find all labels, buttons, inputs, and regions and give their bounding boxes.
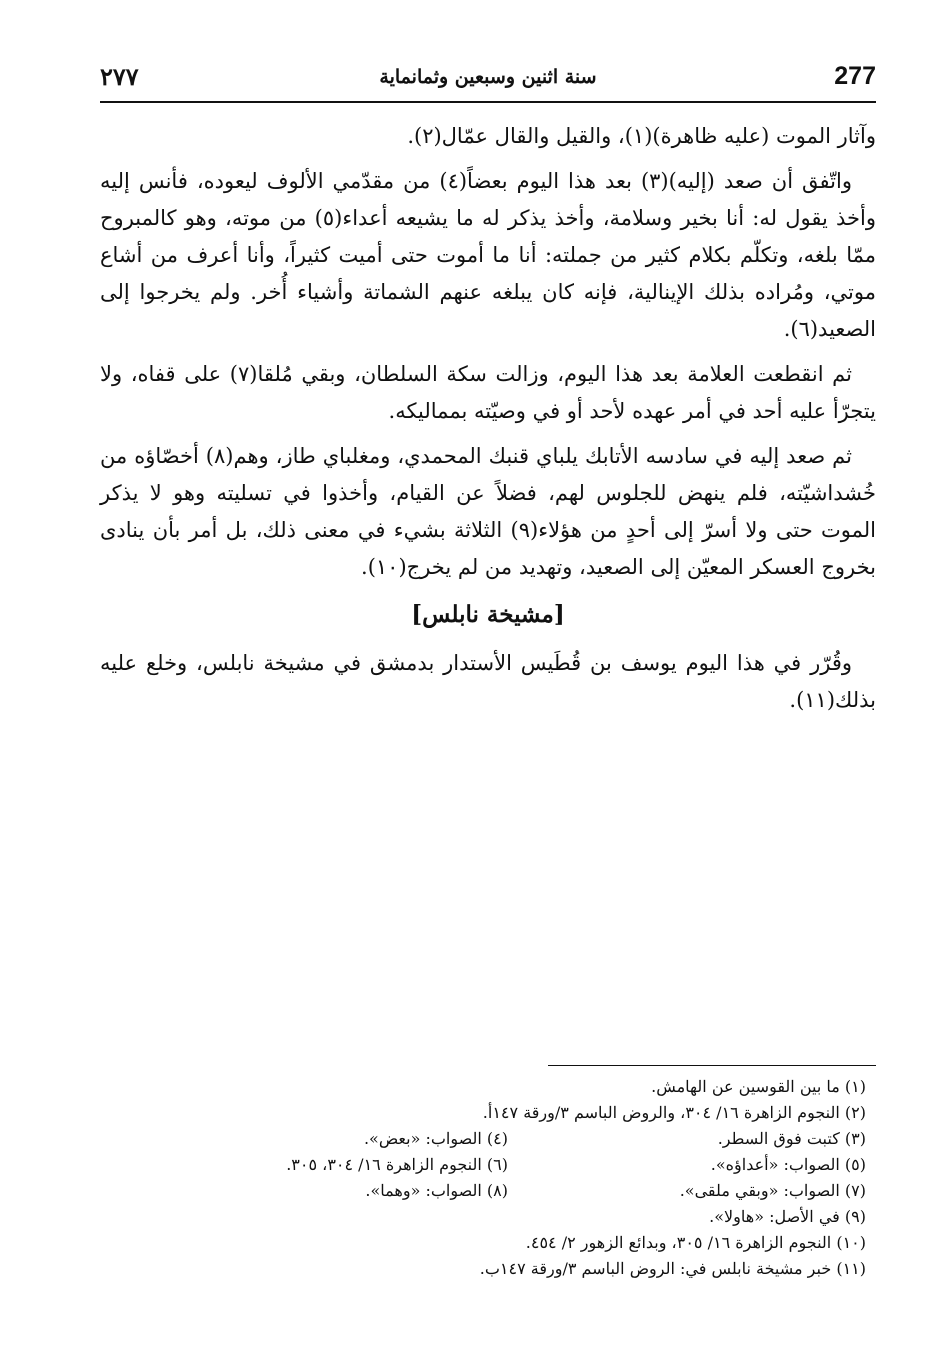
page-number-latin: 277 bbox=[834, 62, 876, 90]
paragraph: ثم انقطعت العلامة بعد هذا اليوم، وزالت سكة السلطان، وبقي مُلقا(٧) على قفاه، ولا يتجرّأ عليه أحد في أمر عهده لأحد أو في وصيّته بمماليكه. bbox=[100, 362, 876, 423]
footnote: (١) ما بين القوسين عن الهامش. bbox=[651, 1077, 866, 1096]
footnote: (٩) في الأصل: «هاولا». bbox=[709, 1207, 866, 1226]
footnote: (١٠) النجوم الزاهرة ١٦/ ٣٠٥، وبدائع الزهور ٢/ ٤٥٤. bbox=[525, 1233, 866, 1252]
footnotes bbox=[150, 1074, 866, 1282]
page-header bbox=[100, 62, 876, 102]
footnote: (٧) الصواب: «وبقي ملقى». bbox=[679, 1181, 866, 1200]
footnote: (٣) كتبت فوق السطر. bbox=[717, 1129, 866, 1148]
footnote: (٤) الصواب: «بعض». bbox=[363, 1129, 508, 1148]
running-title: سنة اثنين وسبعين وثمانماية bbox=[379, 66, 597, 88]
page-number-arabic: ٢٧٧ bbox=[100, 62, 139, 91]
footnote: (٨) الصواب: «وهما». bbox=[365, 1181, 508, 1200]
footnote: (٦) النجوم الزاهرة ١٦/ ٣٠٤، ٣٠٥. bbox=[286, 1155, 508, 1174]
paragraph: وقُرّر في هذا اليوم يوسف بن قُطَيس الأستدار بدمشق في مشيخة نابلس، وخلع عليه بذلك(١١). bbox=[100, 651, 876, 712]
footnote: (١١) خبر مشيخة نابلس في: الروض الباسم ٣/ورقة ١٤٧ب. bbox=[479, 1259, 866, 1278]
footnote: (٢) النجوم الزاهرة ١٦/ ٣٠٤، والروض الباسم ٣/ورقة ١٤٧أ. bbox=[482, 1103, 866, 1122]
section-heading: [مشيخة نابلس] bbox=[411, 601, 565, 628]
paragraph: وآثار الموت (عليه ظاهرة)(١)، والقيل والقال عمّال(٢). bbox=[407, 124, 876, 148]
footnote: (٥) الصواب: «أعداؤه». bbox=[710, 1155, 866, 1174]
main-text bbox=[100, 118, 876, 727]
paragraph: ثم صعد إليه في سادسه الأتابك يلباي قنبك المحمدي، ومغلباي طاز، وهم(٨) أخصّاؤه من خُشداشيّته، فلم ينهض للجلوس لهم، فضلاً عن القيام، وأخذوا في تسليته وهو لا يذكر الموت حتى ولا أسرّ إلى أحدٍ من هؤلاء(٩) الثلاثة بشيء في معنى ذلك، بل أمر بأن ينادى بخروج العسكر المعيّن إلى الصعيد، وتهديد من لم يخرج(١٠). bbox=[100, 444, 876, 579]
paragraph: واتّفق أن صعد (إليه)(٣) بعد هذا اليوم بعضاً(٤) من مقدّمي الألوف ليعوده، فأنس إليه وأخذ يقول له: أنا بخير وسلامة، وأخذ يذكر له ما يشيعه أعداء(٥) من موته، وهو كالمبروح ممّا بلغه، وتكلّم بكلام كثير من جملته: أنا ما أموت حتى أميت كثيراً، وأنا أعرف من أشاع موتي، ومُراده بذلك الإينالية، فإنه كان يبلغه عنهم الشماتة وأشياء أُخر. ولم يخرجوا إلى الصعيد(٦). bbox=[100, 169, 876, 341]
header-rule bbox=[100, 101, 876, 103]
footnote-rule bbox=[548, 1065, 876, 1066]
